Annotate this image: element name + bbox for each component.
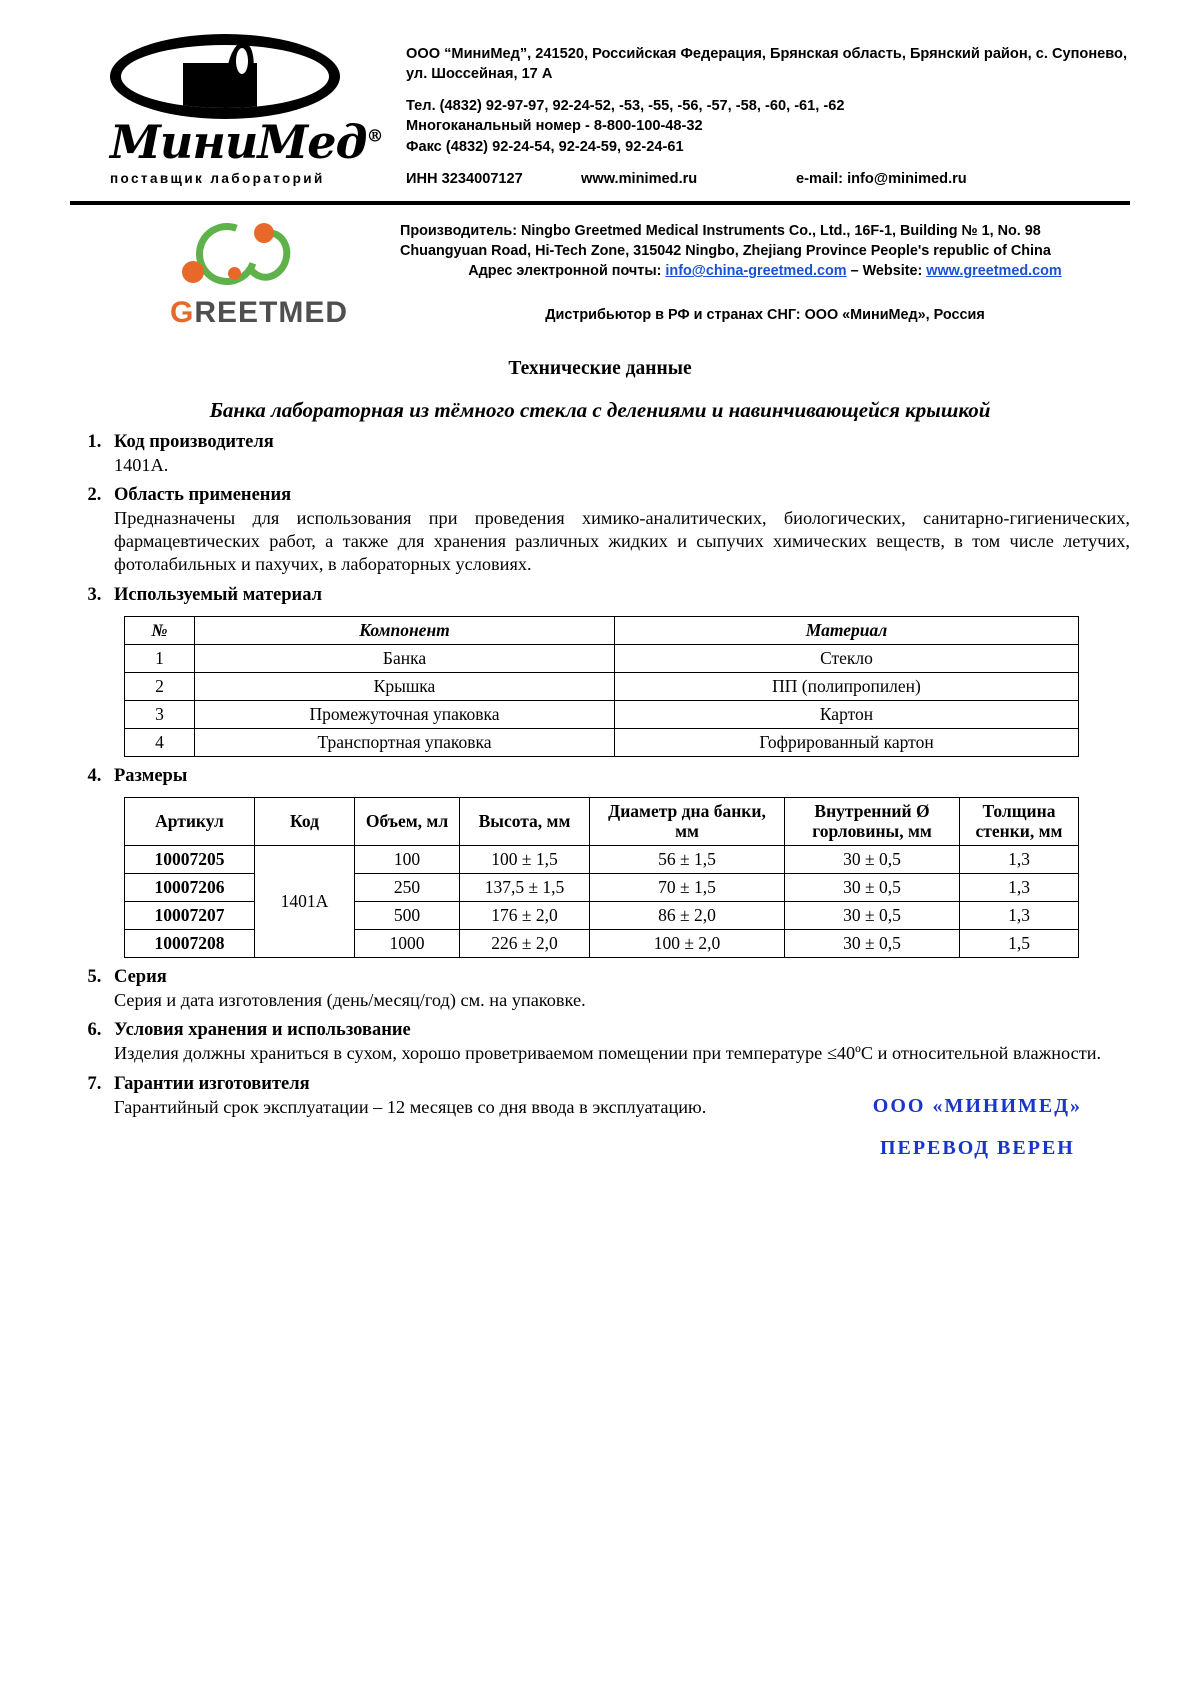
header-contact-block [400,28,1130,189]
section-body: 1401А. [114,454,169,475]
greetmed-logo-rest: REETMED [194,295,349,329]
cell-article: 10007206 [125,873,255,901]
cell-wall-thickness: 1,3 [960,845,1079,873]
document-header [70,28,1130,197]
dim-col-neck-diameter: Внутренний Ø горловины, мм [785,797,960,845]
cell-component: Крышка [195,672,615,700]
cell-volume: 250 [355,873,460,901]
section-heading: 3. Используемый материал [114,584,322,605]
manufacturer-band [70,215,1130,336]
table-row [125,728,1079,756]
table-row [125,644,1079,672]
translation-stamp [873,1085,1082,1169]
cell-wall-thickness: 1,3 [960,873,1079,901]
manufacturer-line-2: Chuangyuan Road, Hi-Tech Zone, 315042 Ningbo, Zhejiang Province People's republic of China [400,242,1051,259]
registered-trademark-icon: ® [366,126,383,147]
section-body: Серия и дата изготовления (день/месяц/год) см. на упаковке. [114,989,586,1010]
manufacturer-email-label: Адрес электронной почты: [468,263,662,280]
cell-neck-diameter: 30 ± 0,5 [785,873,960,901]
materials-col-component: Компонент [195,616,615,644]
cell-neck-diameter: 30 ± 0,5 [785,929,960,957]
company-phones: Тел. (4832) 92-97-97, 92-24-52, -53, -55, -56, -57, -58, -60, -61, -62 [406,98,845,115]
section-manufacturer-code [106,432,1130,477]
company-fax: Факс (4832) 92-24-54, 92-24-59, 92-24-61 [406,138,684,155]
greetmed-logo [70,215,400,330]
minimed-logo-word: МиниМед [110,115,367,169]
manufacturer-line-1: Производитель: Ningbo Greetmed Medical Instruments Co., Ltd., 16F-1, Building № 1, No. 98 [400,222,1041,239]
cell-bottom-diameter: 86 ± 2,0 [590,901,785,929]
section-materials [106,585,1130,757]
cell-neck-diameter: 30 ± 0,5 [785,901,960,929]
section-body: Изделия должны храниться в сухом, хорошо проветриваемом помещении при температуре ≤40ºС и относительной влажности. [114,1043,1102,1064]
greetmed-logo-mark-icon [170,219,320,294]
table-header-row [125,797,1079,845]
section-storage-conditions [106,1020,1130,1065]
materials-col-number: № [125,616,195,644]
cell-article: 10007205 [125,845,255,873]
company-multichannel: Многоканальный номер - 8-800-100-48-32 [406,118,703,135]
company-address: ООО “МиниМед”, 241520, Российская Федерация, Брянская область, Брянский район, с. Супонево, ул. Шоссейная, 17 А [406,46,1128,83]
manufacturer-details [400,215,1130,326]
table-header-row [125,616,1079,644]
manufacturer-email-link[interactable]: info@china-greetmed.com [665,263,847,280]
manufacturer-contact-line [400,261,1130,281]
cell-component: Транспортная упаковка [195,728,615,756]
cell-height: 176 ± 2,0 [460,901,590,929]
section-series [106,967,1130,1012]
minimed-logo-mark-icon [110,34,340,119]
section-heading: 6. Условия хранения и использование [114,1020,411,1041]
section-body: Предназначены для использования при проведения химико-аналитических, биологических, санитарно-гигиенических, фармацевтических работ, а также для хранения различных жидких и сыпучих химических веществ, в том числе летучих, фотолабильных и пахучих, в лабораторных условиях. [114,508,1130,574]
section-dimensions [106,766,1130,958]
cell-wall-thickness: 1,3 [960,901,1079,929]
greetmed-logo-g: G [170,295,195,329]
materials-col-material: Материал [615,616,1079,644]
company-inn: ИНН 3234007127 [406,170,523,187]
page-title: Технические данные [508,357,692,379]
minimed-logo-wordmark [110,115,400,169]
cell-number: 4 [125,728,195,756]
table-row [125,672,1079,700]
section-body: Гарантийный срок эксплуатации – 12 месяцев со дня ввода в эксплуатацию. [114,1097,707,1118]
table-row [125,700,1079,728]
company-website: www.minimed.ru [581,170,698,187]
cell-volume: 500 [355,901,460,929]
product-title: Банка лабораторная из тёмного стекла с делениями и навинчивающейся крышкой [209,397,991,422]
cell-wall-thickness: 1,5 [960,929,1079,957]
cell-component: Промежуточная упаковка [195,700,615,728]
cell-height: 137,5 ± 1,5 [460,873,590,901]
greetmed-logo-wordmark [170,296,400,330]
cell-material: Картон [615,700,1079,728]
section-heading: 5. Серия [114,966,167,987]
cell-bottom-diameter: 56 ± 1,5 [590,845,785,873]
dim-col-bottom-diameter: Диаметр дна банки, мм [590,797,785,845]
dim-col-wall-thickness: Толщина стенки, мм [960,797,1079,845]
dim-col-article: Артикул [125,797,255,845]
minimed-logo [70,28,400,186]
minimed-logo-tagline: поставщик лабораторий [110,171,325,186]
cell-material: Гофрированный картон [615,728,1079,756]
dim-col-code: Код [255,797,355,845]
materials-table [124,616,1079,757]
dim-col-height: Высота, мм [460,797,590,845]
cell-material: ПП (полипропилен) [615,672,1079,700]
cell-code: 1401А [255,845,355,957]
cell-article: 10007207 [125,901,255,929]
cell-article: 10007208 [125,929,255,957]
cell-bottom-diameter: 100 ± 2,0 [590,929,785,957]
cell-bottom-diameter: 70 ± 1,5 [590,873,785,901]
cell-number: 1 [125,644,195,672]
section-heading: 7. Гарантии изготовителя [114,1074,310,1095]
dimensions-table [124,797,1079,958]
header-divider [70,201,1130,205]
cell-neck-diameter: 30 ± 0,5 [785,845,960,873]
section-application-area [106,485,1130,575]
cell-volume: 100 [355,845,460,873]
cell-height: 226 ± 2,0 [460,929,590,957]
section-heading: 1. Код производителя [114,431,274,452]
stamp-line-2: ПЕРЕВОД ВЕРЕН [879,1137,1075,1159]
sections-list [70,432,1130,1119]
manufacturer-website-label: – Website: [850,263,923,280]
cell-component: Банка [195,644,615,672]
table-row [125,845,1079,873]
section-heading: 4. Размеры [114,765,188,786]
cell-number: 3 [125,700,195,728]
manufacturer-website-link[interactable]: www.greetmed.com [926,263,1062,280]
stamp-line-1: ООО «МИНИМЕД» [872,1095,1082,1117]
cell-volume: 1000 [355,929,460,957]
cell-height: 100 ± 1,5 [460,845,590,873]
section-heading: 2. Область применения [114,485,292,506]
cell-material: Стекло [615,644,1079,672]
distributor-line: Дистрибьютор в РФ и странах СНГ: ООО «МиниМед», Россия [545,307,985,324]
dim-col-volume: Объем, мл [355,797,460,845]
company-email: e-mail: info@minimed.ru [796,170,967,187]
cell-number: 2 [125,672,195,700]
